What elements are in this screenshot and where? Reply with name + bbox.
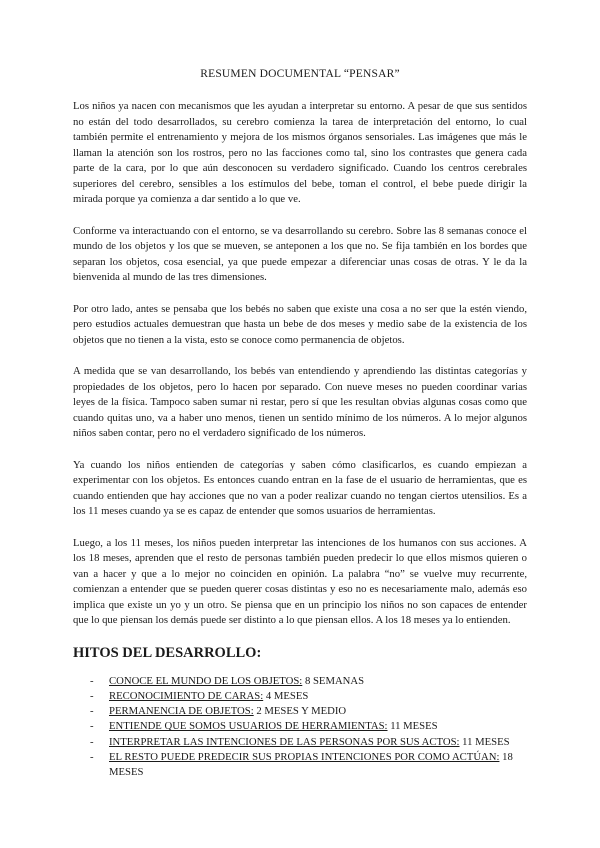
milestone-item — [90, 704, 527, 719]
milestone-bullet: - — [90, 674, 94, 687]
milestone-label: INTERPRETAR LAS INTENCIONES DE LAS PERSONAS POR SUS ACTOS: — [109, 735, 460, 748]
milestone-label: CONOCE EL MUNDO DE LOS OBJETOS: — [109, 674, 303, 687]
milestone-label: RECONOCIMIENTO DE CARAS: — [109, 689, 264, 702]
milestone-value: 2 MESES Y MEDIO — [253, 705, 347, 718]
document-page — [73, 68, 527, 781]
milestone-label: EL RESTO PUEDE PREDECIR SUS PROPIAS INTENCIONES POR COMO ACTÚAN: — [109, 750, 500, 763]
milestone-bullet: - — [90, 705, 94, 718]
milestone-item — [90, 735, 527, 750]
milestone-label: PERMANENCIA DE OBJETOS: — [109, 705, 254, 718]
document-title: RESUMEN DOCUMENTAL “PENSAR” — [200, 68, 400, 80]
milestone-value: 4 MESES — [263, 689, 309, 702]
milestone-value: 11 MESES — [459, 735, 510, 748]
paragraph-4: A medida que se van desarrollando, los bebés van entendiendo y aprendiendo las distintas categorías y propiedades de los objetos, pero lo hacen por separado. Con nueve meses no pueden coordinar varias leyes de la física. Tampoco saben sumar ni restar, pero sí que les resultan obvias algunas cosas como que cuando quitas uno, va a haber uno menos, tienen un sentido mínimo de los números. A lo mejor algunos niños saben contar, pero no el verdadero significado de los números. — [73, 365, 527, 439]
paragraph-1: Los niños ya nacen con mecanismos que les ayudan a interpretar su entorno. A pesar de que sus sentidos no están del todo desarrollados, su cerebro comienza la tarea de interpretación del entorno, lo cual también permite el entrenamiento y mejora de los mismos órganos sensoriales. Las imágenes que más le llaman la atención son los rostros, pero no las facciones como tal, sino los contrastes que genera cada parte de la cara, por lo que aún desconocen su verdadero significado. Cuando los centros cerebrales superiores del cerebro, sensibles a los estímulos del bebe, toman el control, el bebe puede dirigir la mirada porque ya comienza a dar sentido a lo que ve. — [73, 100, 527, 205]
milestone-item — [90, 674, 527, 689]
paragraph-2: Conforme va interactuando con el entorno, se va desarrollando su cerebro. Sobre las 8 semanas conoce el mundo de los objetos y los que se mueven, se anteponen a los que no. Se fija también en los bordes que separan los objetos, cosa esencial, ya que puede empezar a diferenciar unas cosas de otras. Y le da la bienvenida al mundo de las tres dimensiones. — [73, 224, 527, 283]
paragraph-3: Por otro lado, antes se pensaba que los bebés no saben que existe una cosa a no ser que la estén viendo, pero estudios actuales demuestran que hasta un bebe de dos meses y medio sabe de la existencia de los objetos que no tienen a la vista, esto se conoce como permanencia de objetos. — [73, 302, 527, 346]
paragraph-6: Luego, a los 11 meses, los niños pueden interpretar las intenciones de los humanos con sus acciones. A los 18 meses, aprenden que el resto de personas también pueden predecir lo que ellos mismos quieren o van a hacer y que a lo mejor no coinciden en opinión. La palabra “no” se vuelve muy recurrente, comienzan a entender que se pueden querer cosas distintas y eso no es necesariamente malo, además eso implica que existe un yo y un otro. Se piensa que en un principio los niños no son capaces de entender que lo que piensan los demás puede ser distinto a lo que piensan ellos. A los 18 meses ya lo entienden. — [73, 536, 527, 626]
milestone-bullet: - — [90, 735, 94, 748]
milestone-bullet: - — [90, 750, 94, 763]
milestone-item — [90, 750, 527, 781]
milestone-value: 11 MESES — [387, 720, 438, 733]
milestone-bullet: - — [90, 689, 94, 702]
milestone-value: 8 SEMANAS — [302, 674, 365, 687]
milestone-label: ENTIENDE QUE SOMOS USUARIOS DE HERRAMIENTAS: — [109, 720, 388, 733]
milestone-value: 18 MESES — [109, 750, 513, 779]
milestones-heading: HITOS DEL DESARROLLO: — [73, 644, 262, 661]
milestones-list — [73, 674, 527, 781]
milestone-item — [90, 689, 527, 704]
milestone-item — [90, 719, 527, 734]
milestone-bullet: - — [90, 720, 94, 733]
paragraph-5: Ya cuando los niños entienden de categorías y saben cómo clasificarlos, es cuando empiezan a experimentar con los objetos. Es entonces cuando entran en la fase de el usuario de herramientas, que es cuando entienden que hay acciones que no van a poder realizar cuando no tengan ciertos utensilios. Es a los 11 meses cuando ya se es capaz de entender que somos usuarios de herramientas. — [73, 458, 527, 517]
